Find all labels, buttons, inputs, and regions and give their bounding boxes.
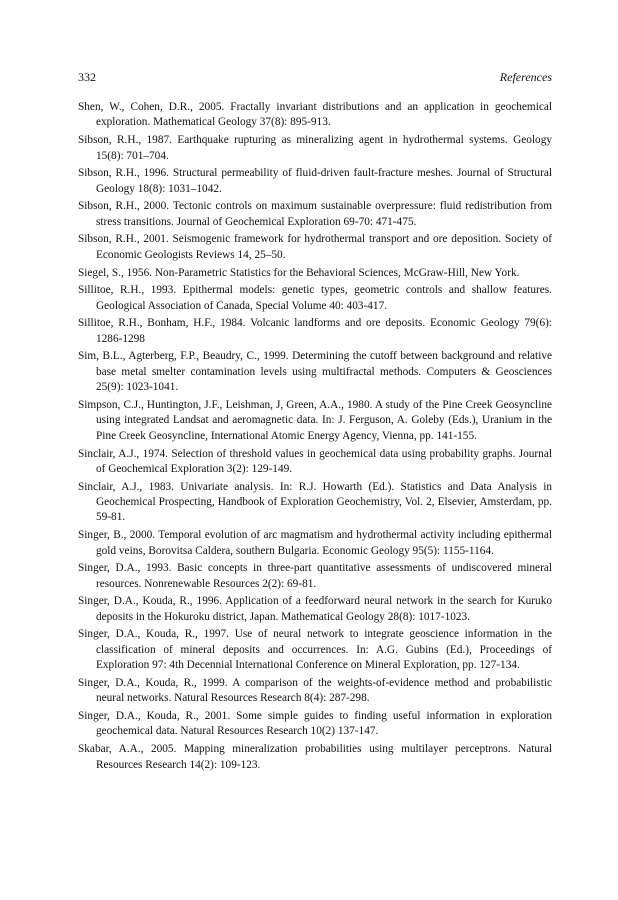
reference-entry: Simpson, C.J., Huntington, J.F., Leishman, J, Green, A.A., 1980. A study of the Pine Creek Geosyncline using integrated Landsat and aeromagnetic data. In: J. Ferguson, A. Goleby (Eds.), Uranium in the Pine Creek Geosyncline, International Atomic Energy Agency, Vienna, pp. 141-155.: [78, 398, 552, 442]
reference-entry: Sinclair, A.J., 1974. Selection of threshold values in geochemical data using probability graphs. Journal of Geochemical Exploration 3(2): 129-149.: [78, 447, 552, 475]
reference-entry: Sibson, R.H., 2001. Seismogenic framework for hydrothermal transport and ore deposition. Society of Economic Geologists Reviews 14, 25–50.: [78, 233, 552, 261]
page-number: 332: [78, 70, 96, 84]
reference-entry: Singer, B., 2000. Temporal evolution of arc magmatism and hydrothermal activity including epithermal gold veins, Borovitsa Caldera, southern Bulgaria. Economic Geology 95(5): 1155-1164.: [78, 529, 552, 557]
reference-entry: Singer, D.A., Kouda, R., 2001. Some simple guides to finding useful information in exploration geochemical data. Natural Resources Research 10(2) 137-147.: [78, 710, 552, 738]
section-title: References: [499, 70, 552, 84]
reference-entry: Siegel, S., 1956. Non-Parametric Statistics for the Behavioral Sciences, McGraw-Hill, New York.: [78, 266, 520, 279]
reference-entry: Sibson, R.H., 1987. Earthquake rupturing as mineralizing agent in hydrothermal systems. Geology 15(8): 701–704.: [78, 134, 552, 162]
reference-entry: Sibson, R.H., 1996. Structural permeability of fluid-driven fault-fracture meshes. Journal of Structural Geology 18(8): 1031–1042.: [78, 167, 552, 195]
reference-entry: Skabar, A.A., 2005. Mapping mineralization probabilities using multilayer perceptrons. Natural Resources Research 14(2): 109-123.: [78, 743, 552, 771]
reference-entry: Sinclair, A.J., 1983. Univariate analysis. In: R.J. Howarth (Ed.). Statistics and Data Analysis in Geochemical Prospecting, Handbook of Exploration Geochemistry, Vol. 2, Elsevier, Amsterdam, pp. 59-81.: [78, 480, 552, 524]
reference-entry: Shen, W., Cohen, D.R., 2005. Fractally invariant distributions and an application in geochemical exploration. Mathematical Geology 37(8): 895-913.: [78, 101, 552, 129]
reference-entry: Singer, D.A., Kouda, R., 1996. Application of a feedforward neural network in the search for Kuruko deposits in the Hokuroku district, Japan. Mathematical Geology 28(8): 1017-1023.: [78, 595, 552, 623]
reference-entry: Singer, D.A., 1993. Basic concepts in three-part quantitative assessments of undiscovered mineral resources. Nonrenewable Resources 2(2): 69-81.: [78, 562, 552, 590]
reference-list: [78, 100, 552, 775]
reference-entry: Singer, D.A., Kouda, R., 1999. A comparison of the weights-of-evidence method and probabilistic neural networks. Natural Resources Research 8(4): 287-298.: [78, 676, 552, 705]
reference-entry: Sillitoe, R.H., 1993. Epithermal models: genetic types, geometric controls and shallow features. Geological Association of Canada, Special Volume 40: 403-417.: [78, 284, 552, 312]
reference-entry: Sim, B.L., Agterberg, F.P., Beaudry, C., 1999. Determining the cutoff between background and relative base metal smelter contamination levels using multifractal methods. Computers & Geosciences 25(9): 1023-1041.: [78, 350, 552, 394]
page-header: [78, 70, 552, 85]
reference-entry: Singer, D.A., Kouda, R., 1997. Use of neural network to integrate geoscience information in the classification of mineral deposits and occurrences. In: A.G. Gubins (Ed.), Proceedings of Exploration 97: 4th Decennial International Conference on Mineral Exploration, pp. 127-134.: [78, 628, 552, 672]
reference-entry: Sibson, R.H., 2000. Tectonic controls on maximum sustainable overpressure: fluid redistribution from stress transitions. Journal of Geochemical Exploration 69-70: 471-475.: [78, 200, 552, 228]
reference-entry: Sillitoe, R.H., Bonham, H.F., 1984. Volcanic landforms and ore deposits. Economic Geology 79(6): 1286-1298: [78, 317, 552, 345]
